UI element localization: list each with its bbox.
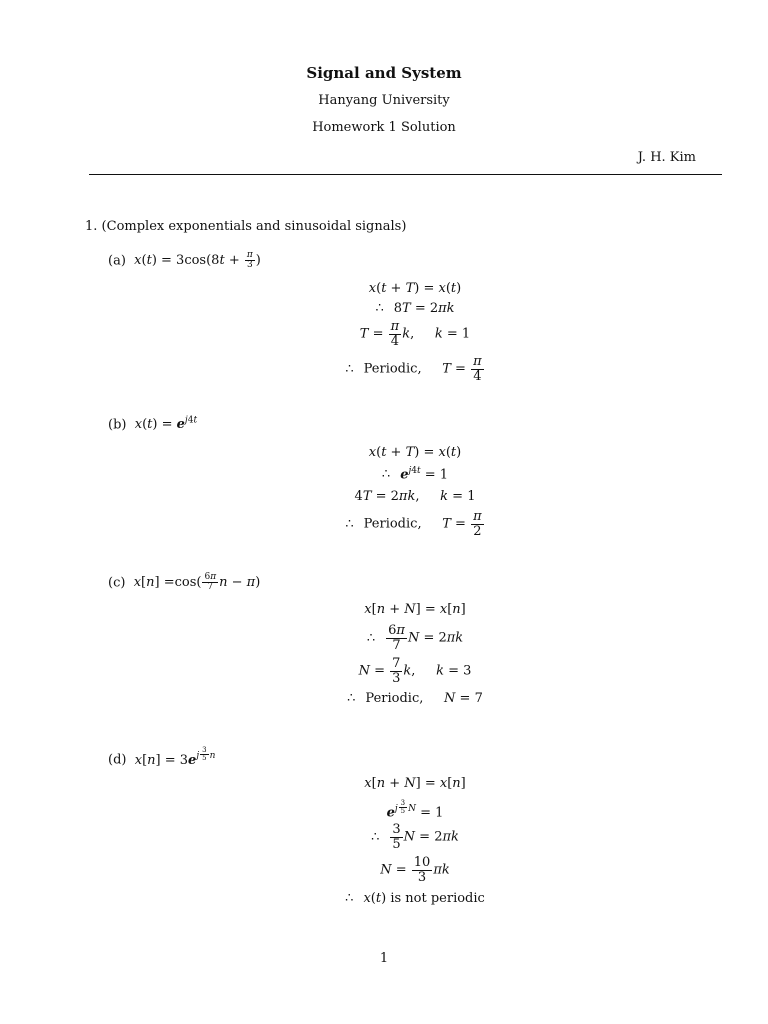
therefore-symbol: ∴	[366, 630, 376, 646]
therefore-symbol: ∴	[345, 891, 354, 906]
therefore-symbol: ∴	[381, 467, 391, 483]
part-c-signal: x[n] =cos( $\frac{6\pi}{7}$ n − π)	[133, 572, 261, 593]
header-rule	[89, 174, 722, 175]
part-b-eq-1: x(t + T) = x(t)	[368, 445, 462, 460]
part-c-label: (c)	[108, 575, 126, 591]
therefore-symbol: ∴	[375, 301, 384, 316]
part-d-eq-1: x[n + N] = x[n]	[364, 776, 466, 791]
part-a-label: (a)	[108, 253, 126, 269]
part-b-eq-3: 4T = 2πk, k = 1	[354, 489, 476, 504]
part-b-statement	[108, 416, 197, 432]
part-b-eq-4: ∴ Periodic, T = $\frac{\pi}{2}$	[345, 509, 482, 539]
problem-heading	[85, 219, 406, 234]
part-d-conclusion: is not periodic	[390, 891, 485, 906]
part-d-eq-2: $e^{j \frac{3}{5} N} = 1$	[386, 799, 444, 821]
part-b-signal: $x(t) = e^{j4t}$	[134, 416, 198, 433]
part-d-statement	[108, 747, 215, 768]
part-c-eq-4: ∴ Periodic, N = 7	[347, 691, 483, 706]
part-d-eq-3: ∴ $\frac{3}{5}$ N = 2πk	[371, 822, 459, 852]
university-name: Hanyang University	[318, 93, 450, 108]
part-a-eq-1: x(t + T) = x(t)	[368, 281, 462, 296]
therefore-symbol: ∴	[347, 691, 356, 706]
part-b-periodic: Periodic,	[363, 516, 422, 532]
part-a-eq-4: ∴ Periodic, T = $\frac{\pi}{4}$	[345, 354, 482, 384]
therefore-symbol: ∴	[345, 516, 354, 532]
part-d-signal: $x[n] = 3e^{j \frac{3}{5} n}$	[134, 746, 216, 768]
part-c-statement	[108, 573, 260, 593]
part-b-eq-2: ∴ $e^{j4t} = 1$	[381, 466, 449, 483]
page-number: 1	[379, 951, 389, 966]
part-a-periodic: Periodic,	[363, 361, 422, 377]
therefore-symbol: ∴	[371, 829, 380, 845]
therefore-symbol: ∴	[345, 361, 354, 377]
problem-title: (Complex exponentials and sinusoidal signals)	[101, 219, 407, 234]
document-title: Signal and System	[306, 64, 462, 82]
part-c-eq-2: ∴ $\frac{6\pi}{7}$ N = 2πk	[366, 623, 464, 653]
problem-number: 1.	[85, 219, 98, 234]
part-a-eq-3: T = $\frac{\pi}{4}$ k, k = 1	[359, 319, 471, 349]
part-c-eq-1: x[n + N] = x[n]	[364, 602, 466, 617]
part-c-eq-3: N = $\frac{7}{3}$ k, k = 3	[358, 656, 472, 686]
part-d-eq-5: ∴ x(t) is not periodic	[345, 891, 485, 906]
part-d-label: (d)	[108, 752, 127, 768]
part-a-eq-2: ∴ 8T = 2πk	[375, 301, 455, 316]
part-a-statement	[108, 251, 261, 271]
part-a-signal: x(t) = 3cos(8t + $\frac{\pi}{3}$ )	[134, 250, 261, 271]
part-b-label: (b)	[108, 417, 127, 433]
author-name: J. H. Kim	[637, 150, 696, 165]
document-subtitle: Homework 1 Solution	[312, 120, 456, 135]
part-d-eq-4: N = $\frac{10}{3}$ πk	[380, 855, 450, 885]
part-c-periodic: Periodic,	[365, 691, 424, 706]
